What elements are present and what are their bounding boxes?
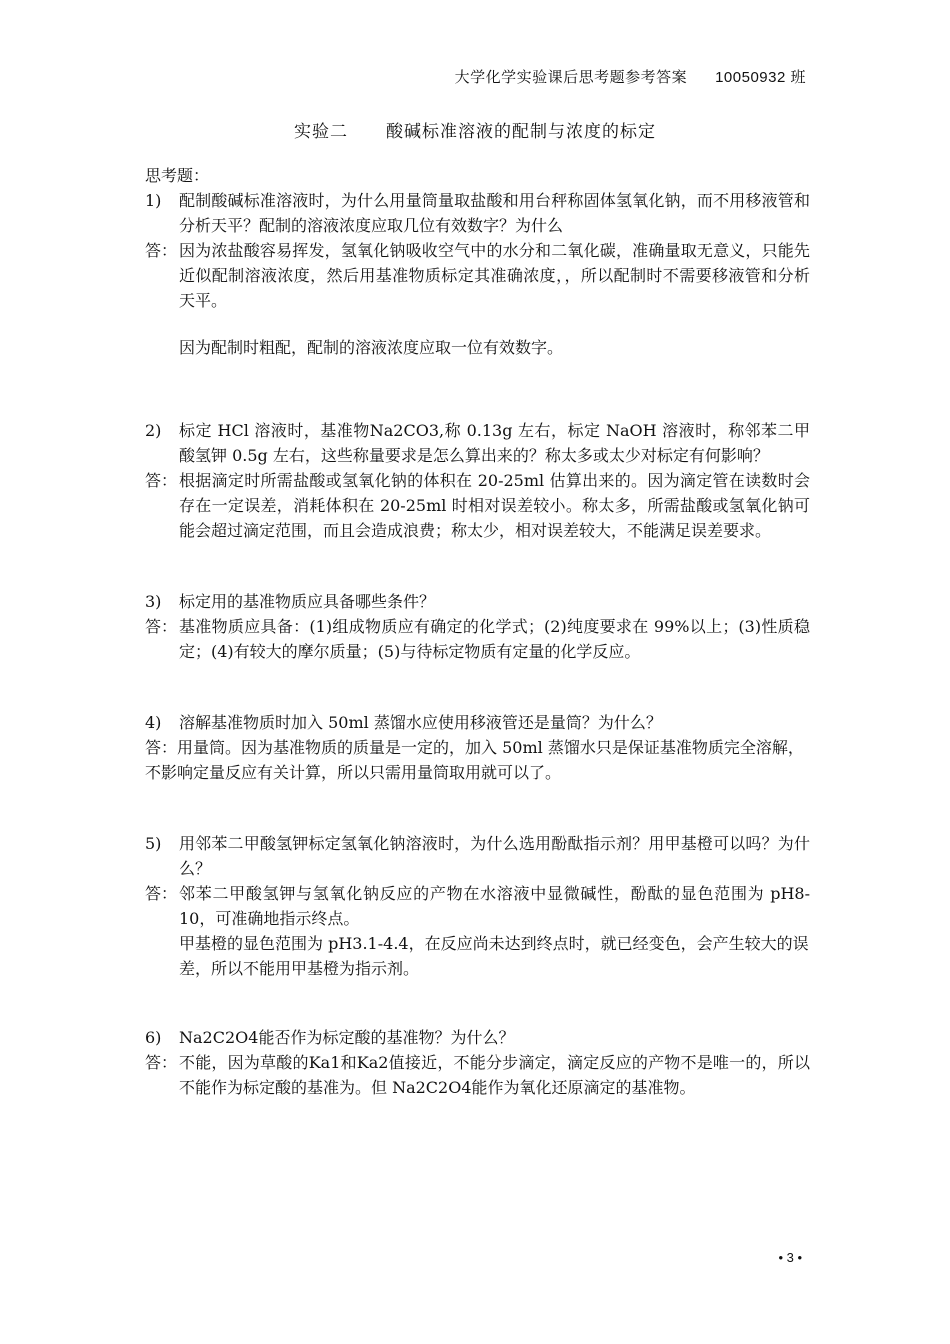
question-number: 1) [145,191,162,210]
question-2 [145,418,810,468]
question-text: 标定用的基准物质应具备哪些条件？ [179,592,436,611]
question-number: 6) [145,1028,162,1047]
answer-6 [145,1050,810,1100]
answer-4 [145,735,810,785]
answer-5-extra: 甲基橙的显色范围为 pH3.1-4.4，在反应尚未达到终点时，就已经变色，会产生较大的误差，所以不能用甲基橙为指示剂。 [179,934,809,978]
answer-1 [145,238,810,313]
question-4 [145,710,810,735]
document-body [145,163,810,1100]
answer-text: 根据滴定时所需盐酸或氢氧化钠的体积在 20-25ml 估算出来的。因为滴定管在读数时会存在一定误差，消耗体积在 20-25ml 时相对误差较小。称太多，所需盐酸或氢氧化钠可能会超过滴定范围，而且会造成浪费；称太少，相对误差较大，不能满足误差要求。 [179,471,810,540]
page-header [455,66,806,87]
header-title: 大学化学实验课后思考题参考答案 [454,68,688,86]
answer-mark: 答： [145,884,178,903]
title-experiment-name: 酸碱标准溶液的配制与浓度的标定 [386,122,656,142]
question-3 [145,589,810,614]
answer-5 [145,881,810,931]
question-text: 标定 HCl 溶液时，基准物Na2CO3,称 0.13g 左右，标定 NaOH 溶液时，称邻苯二甲酸氢钾 0.5g 左右，这些称量要求是怎么算出来的？称太多或太少对标定有何影响？ [179,421,810,465]
answer-text: 邻苯二甲酸氢钾与氢氧化钠反应的产物在水溶液中显微碱性，酚酞的显色范围为 pH8-10，可准确地指示终点。 [179,884,810,928]
question-number: 3) [145,592,162,611]
question-text: 配制酸碱标准溶液时，为什么用量筒量取盐酸和用台秤称固体氢氧化钠，而不用移液管和分析天平？配制的溶液浓度应取几位有效数字？为什么 [179,191,810,235]
answer-mark: 答： [145,471,178,490]
answer-text: 不能，因为草酸的Ka1和Ka2值接近，不能分步滴定，滴定反应的产物不是唯一的，所以不能作为标定酸的基准为。但 Na2C2O4能作为氧化还原滴定的基准物。 [179,1053,810,1097]
question-5 [145,831,810,881]
answer-3 [145,614,810,664]
section-label: 思考题： [145,166,210,185]
question-text: 溶解基准物质时加入 50ml 蒸馏水应使用移液管还是量筒？为什么？ [179,713,662,732]
answer-text: 基准物质应具备：(1)组成物质应有确定的化学式；(2)纯度要求在 99%以上；(3)性质稳定；(4)有较大的摩尔质量；(5)与待标定物质有定量的化学反应。 [179,617,810,661]
header-class-code: 10050932 班 [715,69,806,86]
page-number: • 3 • [778,1250,802,1265]
question-number: 2) [145,421,162,440]
question-number: 4) [145,713,162,732]
answer-text: 用量筒。因为基准物质的质量是一定的，加入 50ml 蒸馏水只是保证基准物质完全溶解，不影响定量反应有关计算，所以只需用量筒取用就可以了。 [145,738,804,782]
answer-2 [145,468,810,543]
answer-mark: 答： [145,241,178,260]
answer-text: 因为浓盐酸容易挥发，氢氧化钠吸收空气中的水分和二氧化碳，准确量取无意义，只能先近似配制溶液浓度，然后用基准物质标定其准确浓度，，所以配制时不需要移液管和分析天平。 [179,241,810,310]
question-6 [145,1025,810,1050]
answer-mark: 答： [145,738,178,757]
answer-mark: 答： [145,1053,178,1072]
question-1 [145,188,810,238]
question-text: Na2C2O4能否作为标定酸的基准物？为什么？ [179,1028,515,1047]
title-experiment-number: 实验二 [294,122,348,142]
document-title [0,117,950,142]
answer-1-extra: 因为配制时粗配，配制的溶液浓度应取一位有效数字。 [179,338,564,357]
answer-mark: 答： [145,617,178,636]
question-number: 5) [145,834,162,853]
question-text: 用邻苯二甲酸氢钾标定氢氧化钠溶液时，为什么选用酚酞指示剂？用甲基橙可以吗？为什么？ [179,834,810,878]
